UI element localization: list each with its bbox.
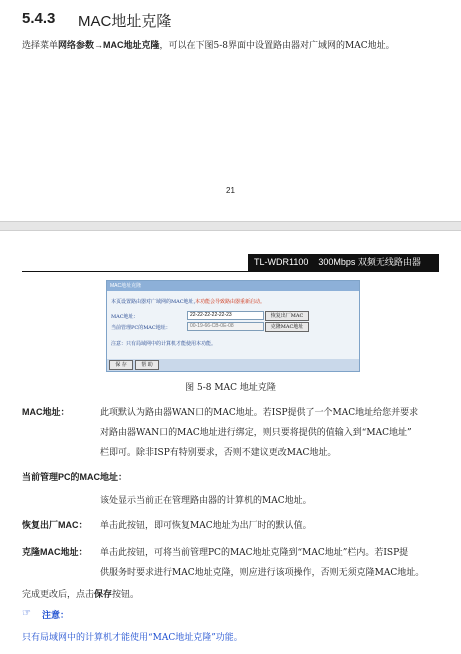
finish-instruction <box>22 587 139 600</box>
mac-address-input[interactable]: 22-22-22-22-22-23 <box>187 311 264 320</box>
pointing-hand-icon: ☞ <box>22 608 31 619</box>
page-break <box>0 221 461 231</box>
panel-body <box>107 291 359 359</box>
term-pc-mac: 当前管理PC的MAC地址： <box>22 472 127 482</box>
panel-note: 注意：只有局域网中的计算机才能使用本功能。 <box>111 341 217 347</box>
mac-desc-line: 对路由器WAN口的MAC地址进行绑定，则只要将提供的值输入到“MAC地址” <box>100 428 412 438</box>
pc-desc-line: 该处显示当前正在管理路由器的计算机的MAC地址。 <box>100 496 312 506</box>
panel-footer <box>107 359 359 371</box>
header-model: TL-WDR1100 <box>254 257 309 267</box>
section-title: MAC地址克隆 <box>78 13 172 30</box>
mac-desc-line: 栏即可。除非ISP有特别要求，否则不建议更改MAC地址。 <box>100 448 337 458</box>
panel-title: MAC地址克隆 <box>107 281 359 291</box>
header-desc: 300Mbps 双频无线路由器 <box>318 257 421 267</box>
mac-address-label: MAC地址： <box>111 314 139 320</box>
panel-notice: 本页设置路由器对广域网的MAC地址， <box>111 299 199 305</box>
header-rule <box>22 271 439 272</box>
mac-desc-line: 此项默认为路由器WAN口的MAC地址。若ISP提供了一个MAC地址给您并要求 <box>100 408 419 418</box>
help-button[interactable]: 帮 助 <box>135 360 159 370</box>
clone-desc-line: 供服务时要求进行MAC地址克隆，则应进行该项操作，否则无须克隆MAC地址。 <box>100 568 425 578</box>
factory-desc-line: 单击此按钮，即可恢复MAC地址为出厂时的默认值。 <box>100 521 312 531</box>
term-factory-mac: 恢复出厂MAC： <box>22 520 88 530</box>
page-number: 21 <box>226 186 235 195</box>
pc-mac-field: 00-19-66-CB-0E-08 <box>187 322 264 331</box>
page-header <box>248 254 439 271</box>
term-mac-address: MAC地址： <box>22 407 70 417</box>
intro-menu-path: 网络参数→MAC地址克隆 <box>58 40 160 50</box>
intro-prefix: 选择菜单 <box>22 41 59 51</box>
section-number: 5.4.3 <box>22 10 56 27</box>
note-label: 注意： <box>42 611 70 621</box>
panel-warning: 本功能会导致路由器重新启动。 <box>195 299 266 305</box>
figure-caption: 图 5-8 MAC 地址克隆 <box>185 383 276 393</box>
finish-prefix: 完成更改后，点击 <box>22 590 95 600</box>
save-button[interactable]: 保 存 <box>109 360 133 370</box>
finish-button-name: 保存 <box>94 589 113 599</box>
finish-suffix: 按钮。 <box>112 590 140 600</box>
restore-factory-mac-button[interactable]: 恢复出厂MAC <box>265 311 309 321</box>
router-config-panel <box>106 280 360 372</box>
intro-suffix: ，可以在下图5-8界面中设置路由器对广域网的MAC地址。 <box>159 41 395 51</box>
clone-desc-line: 单击此按钮，可将当前管理PC的MAC地址克隆到“MAC地址”栏内。若ISP提 <box>100 548 409 558</box>
clone-mac-button[interactable]: 克隆MAC地址 <box>265 322 309 332</box>
note-text: 只有局域网中的计算机才能使用“MAC地址克隆”功能。 <box>22 633 243 643</box>
intro-paragraph <box>22 38 395 51</box>
pc-mac-label: 当前管理PC的MAC地址： <box>111 325 171 331</box>
term-clone-mac: 克隆MAC地址： <box>22 547 88 557</box>
